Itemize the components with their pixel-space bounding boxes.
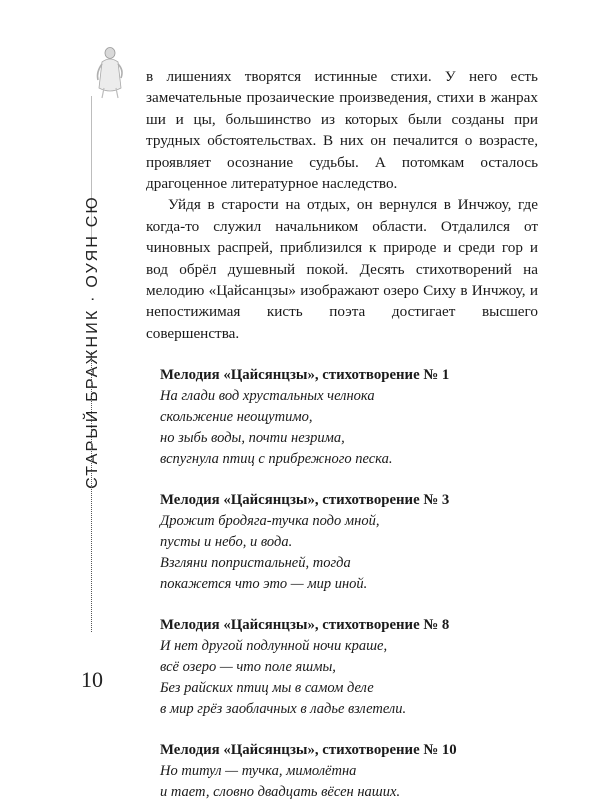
poem-title: Мелодия «Цайсянцзы», стихотворение № 8 <box>160 617 450 634</box>
poem-title: Мелодия «Цайсянцзы», стихотворение № 10 <box>160 742 457 759</box>
poem-line: И нет другой подлунной ночи краше, <box>160 638 388 655</box>
poem-line: Без райских птиц мы в самом деле <box>160 680 374 697</box>
paragraph: Уйдя в старости на отдых, он вернулся в Инчжоу, где когда-то служил начальником области. Отдалился от чиновных распрей, приблизился к природе и среди гор и вод обрёл душевный покой. Десять стихотворений на мелодию «Цайсанцзы» изображают озеро Сиху в Инчжоу, и непостижимая кисть поэта достигает высшего совершенства. <box>146 196 538 342</box>
page-body <box>146 66 538 803</box>
sage-figure-illustration <box>88 44 128 100</box>
poem-block <box>146 490 538 595</box>
poem-block <box>146 615 538 720</box>
poem-line: На глади вод хрустальных челнока <box>160 388 375 405</box>
poem-line: скольжение неощутимо, <box>160 409 313 426</box>
poem-line: но зыбь воды, почти незрима, <box>160 430 345 447</box>
poem-line: вспугнула птиц с прибрежного песка. <box>160 451 393 468</box>
paragraph: в лишениях творятся истинные стихи. У него есть замечательные прозаические произведения, стихи в жанрах ши и цы, большинство из которых были созданы при трудных обстоятельствах. В них он печалится о возрасте, проявляет осознание судьбы. А потомкам осталось драгоценное литературное наследство. <box>146 68 538 193</box>
prose-section <box>146 66 538 344</box>
poem-line: Взгляни попристальней, тогда <box>160 555 351 572</box>
poem-line: Дрожит бродяга-тучка подо мной, <box>160 513 380 530</box>
side-rule-bottom <box>91 352 92 632</box>
poem-title: Мелодия «Цайсянцзы», стихотворение № 3 <box>160 492 450 509</box>
poem-line: в мир грёз заоблачных в ладье взлетели. <box>160 701 407 718</box>
running-header-title: СТАРЫЙ БРАЖНИК · ОУЯН СЮ <box>84 195 101 489</box>
poem-line: покажется что это — мир иной. <box>160 576 368 593</box>
poem-line: и тает, словно двадцать вёсен наших. <box>160 784 401 801</box>
poem-line: пусты и небо, и вода. <box>160 534 293 551</box>
poem-line: всё озеро — что поле яшмы, <box>160 659 336 676</box>
poem-title: Мелодия «Цайсянцзы», стихотворение № 1 <box>160 367 450 384</box>
poem-line: Но титул — тучка, мимолётна <box>160 763 357 780</box>
page-number: 10 <box>81 667 103 692</box>
poem-block <box>146 365 538 470</box>
